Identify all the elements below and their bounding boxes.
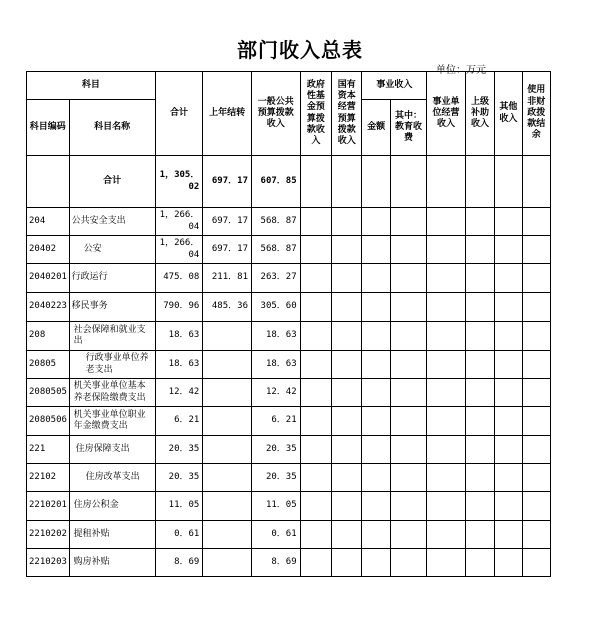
empty-cell [390, 293, 427, 322]
empty-cell [300, 322, 331, 351]
row-total: 475．08 [155, 264, 203, 293]
empty-cell [390, 436, 427, 464]
row-code: 204 [27, 208, 70, 236]
empty-cell [332, 521, 362, 549]
empty-cell [390, 549, 427, 577]
empty-cell [427, 464, 466, 492]
table-row [27, 464, 551, 492]
empty-cell [522, 379, 550, 407]
empty-cell [495, 436, 522, 464]
empty-cell [427, 549, 466, 577]
income-table [26, 71, 551, 577]
header-gov-fund: 政府性基金预算拨款收入 [300, 72, 331, 156]
empty-cell [522, 464, 550, 492]
empty-cell [300, 351, 331, 379]
empty-cell [300, 379, 331, 407]
empty-cell [300, 264, 331, 293]
summary-carryover: 697．17 [203, 156, 252, 208]
header-subject: 科目 [27, 72, 156, 100]
empty-cell [332, 492, 362, 521]
row-code: 221 [27, 436, 70, 464]
row-code: 22102 [27, 464, 70, 492]
row-carryover [203, 322, 252, 351]
row-name: 提租补贴 [69, 521, 155, 549]
row-name: 移民事务 [69, 293, 155, 322]
empty-cell [332, 322, 362, 351]
row-total: 1，266．04 [155, 208, 203, 236]
row-name: 公共安全支出 [69, 208, 155, 236]
row-general-budget: 568．87 [251, 236, 300, 264]
empty-cell [522, 208, 550, 236]
empty-cell [300, 549, 331, 577]
table-row [27, 379, 551, 407]
empty-cell [427, 379, 466, 407]
header-general-budget: 一般公共预算拨款收入 [251, 72, 300, 156]
table-row [27, 492, 551, 521]
row-code: 2210202 [27, 521, 70, 549]
empty-cell [495, 351, 522, 379]
row-code: 208 [27, 322, 70, 351]
empty-cell [362, 407, 390, 436]
empty-cell [390, 236, 427, 264]
row-code: 20402 [27, 236, 70, 264]
row-total: 20．35 [155, 464, 203, 492]
header-non-fiscal: 使用非财政拨款结余 [522, 72, 550, 156]
empty-cell [495, 549, 522, 577]
empty-cell [390, 492, 427, 521]
empty-cell [495, 208, 522, 236]
empty-cell [427, 208, 466, 236]
header-other: 其他收入 [495, 72, 522, 156]
empty-cell [465, 464, 494, 492]
row-total: 790．96 [155, 293, 203, 322]
row-carryover [203, 351, 252, 379]
empty-cell [522, 351, 550, 379]
empty-cell [427, 407, 466, 436]
row-code: 20805 [27, 351, 70, 379]
empty-cell [362, 492, 390, 521]
empty-cell [522, 549, 550, 577]
empty-cell [495, 236, 522, 264]
header-row-1 [27, 72, 551, 100]
empty-cell [495, 521, 522, 549]
empty-cell [300, 492, 331, 521]
empty-cell [300, 407, 331, 436]
unit-label: 单位：万元 [436, 65, 486, 76]
table-row [27, 436, 551, 464]
empty-cell [332, 379, 362, 407]
empty-cell [522, 264, 550, 293]
header-total: 合计 [155, 72, 203, 156]
empty-cell [362, 436, 390, 464]
empty-cell [332, 407, 362, 436]
row-carryover: 697．17 [203, 236, 252, 264]
table-row [27, 236, 551, 264]
row-name: 住房保障支出 [69, 436, 155, 464]
table-row [27, 407, 551, 436]
table-row [27, 264, 551, 293]
empty-cell [465, 293, 494, 322]
empty-cell [390, 464, 427, 492]
empty-cell [300, 208, 331, 236]
empty-cell [332, 264, 362, 293]
row-general-budget: 20．35 [251, 436, 300, 464]
summary-total: 1，305．02 [155, 156, 203, 208]
empty-cell [362, 293, 390, 322]
empty-cell [495, 379, 522, 407]
row-carryover [203, 521, 252, 549]
empty-cell [362, 322, 390, 351]
header-state-capital: 国有资本经营预算拨款收入 [332, 72, 362, 156]
empty-cell [332, 464, 362, 492]
empty-cell [427, 436, 466, 464]
summary-general-budget: 607．85 [251, 156, 300, 208]
empty-cell [465, 351, 494, 379]
empty-cell [300, 464, 331, 492]
header-amount: 金额 [362, 100, 390, 156]
row-total: 18．63 [155, 351, 203, 379]
row-total: 6．21 [155, 407, 203, 436]
row-general-budget: 568．87 [251, 208, 300, 236]
empty-cell [522, 322, 550, 351]
empty-cell [362, 208, 390, 236]
row-carryover [203, 436, 252, 464]
header-business: 事业收入 [362, 72, 427, 100]
empty-cell [390, 521, 427, 549]
empty-cell [522, 407, 550, 436]
row-general-budget: 11．05 [251, 492, 300, 521]
empty-cell [362, 264, 390, 293]
row-total: 11．05 [155, 492, 203, 521]
row-carryover: 697．17 [203, 208, 252, 236]
empty-cell [495, 264, 522, 293]
header-upper-subsidy: 上级补助收入 [465, 72, 494, 156]
row-name: 机关事业单位职业年金缴费支出 [69, 407, 155, 436]
row-general-budget: 8．69 [251, 549, 300, 577]
table-row [27, 208, 551, 236]
empty-cell [332, 208, 362, 236]
row-total: 12．42 [155, 379, 203, 407]
empty-cell [362, 521, 390, 549]
header-carryover: 上年结转 [203, 72, 252, 156]
empty-cell [362, 464, 390, 492]
row-code: 2080506 [27, 407, 70, 436]
empty-cell [390, 264, 427, 293]
row-carryover [203, 407, 252, 436]
empty-cell [522, 521, 550, 549]
empty-cell [465, 322, 494, 351]
empty-cell [465, 208, 494, 236]
empty-cell [465, 436, 494, 464]
row-total: 20．35 [155, 436, 203, 464]
empty-cell [300, 521, 331, 549]
row-carryover [203, 379, 252, 407]
empty-cell [362, 351, 390, 379]
row-general-budget: 305．60 [251, 293, 300, 322]
empty-cell [332, 236, 362, 264]
row-name: 住房改革支出 [69, 464, 155, 492]
empty-cell [465, 379, 494, 407]
empty-cell [427, 351, 466, 379]
empty-cell [390, 322, 427, 351]
table-row [27, 322, 551, 351]
row-carryover [203, 492, 252, 521]
empty-cell [332, 351, 362, 379]
header-name: 科目名称 [69, 100, 155, 156]
empty-cell [495, 492, 522, 521]
empty-cell [332, 549, 362, 577]
row-code: 2040223 [27, 293, 70, 322]
empty-cell [427, 521, 466, 549]
empty-cell [495, 464, 522, 492]
row-carryover [203, 549, 252, 577]
table-row [27, 521, 551, 549]
empty-cell [465, 407, 494, 436]
row-carryover: 485．36 [203, 293, 252, 322]
row-name: 住房公积金 [69, 492, 155, 521]
empty-cell [465, 264, 494, 293]
summary-label: 合计 [69, 156, 155, 208]
header-biz-unit-ops: 事业单位经营收入 [427, 72, 466, 156]
empty-cell [465, 549, 494, 577]
summary-row [27, 156, 551, 208]
empty-cell [495, 407, 522, 436]
empty-cell [465, 492, 494, 521]
row-name: 社会保障和就业支出 [69, 322, 155, 351]
row-general-budget: 18．63 [251, 351, 300, 379]
row-general-budget: 18．63 [251, 322, 300, 351]
empty-cell [300, 236, 331, 264]
empty-cell [427, 264, 466, 293]
empty-cell [390, 208, 427, 236]
empty-cell [465, 236, 494, 264]
row-code: 2210201 [27, 492, 70, 521]
empty-cell [522, 293, 550, 322]
row-carryover [203, 464, 252, 492]
row-code: 2040201 [27, 264, 70, 293]
row-total: 0．61 [155, 521, 203, 549]
row-name: 行政事业单位养老支出 [69, 351, 155, 379]
page-title: 部门收入总表 [237, 38, 363, 62]
row-total: 1，266．04 [155, 236, 203, 264]
empty-cell [332, 293, 362, 322]
empty-cell [390, 379, 427, 407]
empty-cell [362, 236, 390, 264]
row-name: 购房补贴 [69, 549, 155, 577]
row-carryover: 211．81 [203, 264, 252, 293]
table-row [27, 293, 551, 322]
empty-cell [390, 351, 427, 379]
empty-cell [522, 492, 550, 521]
table-row [27, 549, 551, 577]
row-general-budget: 263．27 [251, 264, 300, 293]
row-general-budget: 12．42 [251, 379, 300, 407]
empty-cell [427, 322, 466, 351]
empty-cell [300, 293, 331, 322]
row-total: 8．69 [155, 549, 203, 577]
table-row [27, 351, 551, 379]
empty-cell [390, 407, 427, 436]
empty-cell [362, 549, 390, 577]
empty-cell [495, 293, 522, 322]
empty-cell [427, 492, 466, 521]
row-general-budget: 0．61 [251, 521, 300, 549]
empty-cell [427, 293, 466, 322]
empty-cell [362, 379, 390, 407]
row-general-budget: 20．35 [251, 464, 300, 492]
empty-cell [300, 436, 331, 464]
empty-cell [522, 436, 550, 464]
row-name: 公安 [69, 236, 155, 264]
empty-cell [522, 236, 550, 264]
summary-code [27, 156, 70, 208]
empty-cell [495, 322, 522, 351]
row-name: 机关事业单位基本养老保险缴费支出 [69, 379, 155, 407]
row-total: 18．63 [155, 322, 203, 351]
empty-cell [332, 436, 362, 464]
row-general-budget: 6．21 [251, 407, 300, 436]
header-code: 科目编码 [27, 100, 70, 156]
empty-cell [427, 236, 466, 264]
header-edu-fee: 其中：教育收费 [390, 100, 427, 156]
row-code: 2080505 [27, 379, 70, 407]
row-code: 2210203 [27, 549, 70, 577]
empty-cell [465, 521, 494, 549]
row-name: 行政运行 [69, 264, 155, 293]
